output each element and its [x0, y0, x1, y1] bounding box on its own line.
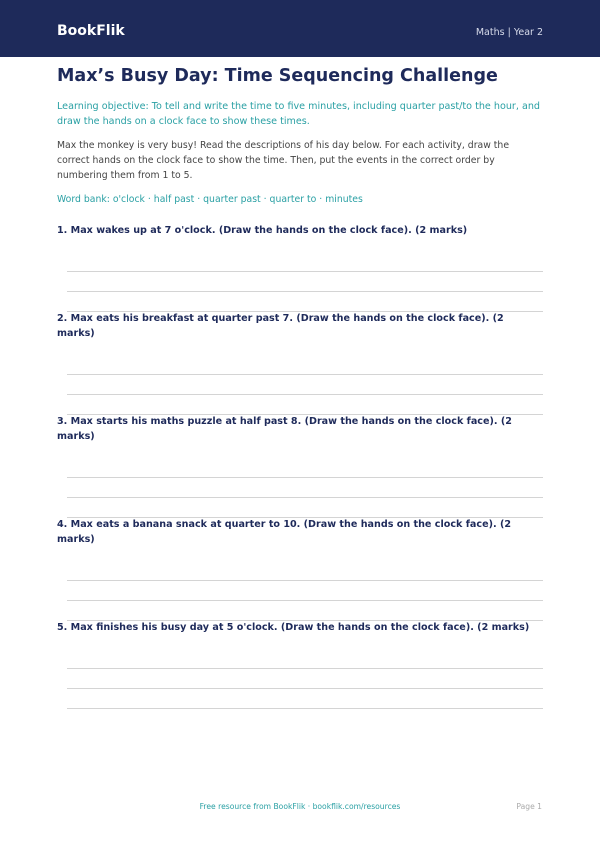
question-1	[57, 223, 543, 312]
answer-line[interactable]	[67, 668, 543, 669]
question-3	[57, 414, 543, 518]
brand-logo: BookFlik	[57, 23, 125, 39]
question-5	[57, 620, 543, 709]
word-bank: Word bank: o'clock · half past · quarter past · quarter to · minutes	[57, 194, 363, 205]
question-1-text: 1. Max wakes up at 7 o'clock. (Draw the hands on the clock face). (2 marks)	[57, 225, 468, 236]
worksheet-title: Max’s Busy Day: Time Sequencing Challenge	[57, 66, 498, 86]
footer-credit: Free resource from BookFlik · bookflik.com/resources	[199, 802, 401, 811]
answer-line[interactable]	[67, 600, 543, 601]
answer-line[interactable]	[67, 708, 543, 709]
answer-line[interactable]	[67, 374, 543, 375]
question-2-text: 2. Max eats his breakfast at quarter past 7. (Draw the hands on the clock face). (2 marks)	[57, 313, 504, 339]
answer-line[interactable]	[67, 688, 543, 689]
question-4-text: 4. Max eats a banana snack at quarter to 10. (Draw the hands on the clock face). (2 marks)	[57, 519, 512, 545]
question-2	[57, 311, 543, 415]
question-4	[57, 517, 543, 621]
question-5-text: 5. Max finishes his busy day at 5 o'clock. (Draw the hands on the clock face). (2 marks)	[57, 622, 530, 633]
worksheet-content	[57, 64, 543, 709]
page-header	[0, 0, 600, 57]
answer-line[interactable]	[67, 497, 543, 498]
answer-line[interactable]	[67, 394, 543, 395]
subject-year-label: Maths | Year 2	[475, 27, 543, 38]
answer-line[interactable]	[67, 271, 543, 272]
answer-line[interactable]	[67, 477, 543, 478]
answer-line[interactable]	[67, 291, 543, 292]
page-number: Page 1	[516, 802, 542, 811]
learning-objective: Learning objective: To tell and write the time to five minutes, including quarter past/to the hour, and draw the hands on a clock face to show these times.	[57, 101, 541, 127]
answer-line[interactable]	[67, 580, 543, 581]
question-3-text: 3. Max starts his maths puzzle at half past 8. (Draw the hands on the clock face). (2 marks)	[57, 416, 512, 442]
intro-instructions: Max the monkey is very busy! Read the descriptions of his day below. For each activity, draw the correct hands on the clock face to show the time. Then, put the events in the correct order by numbering them from 1 to 5.	[57, 140, 510, 181]
